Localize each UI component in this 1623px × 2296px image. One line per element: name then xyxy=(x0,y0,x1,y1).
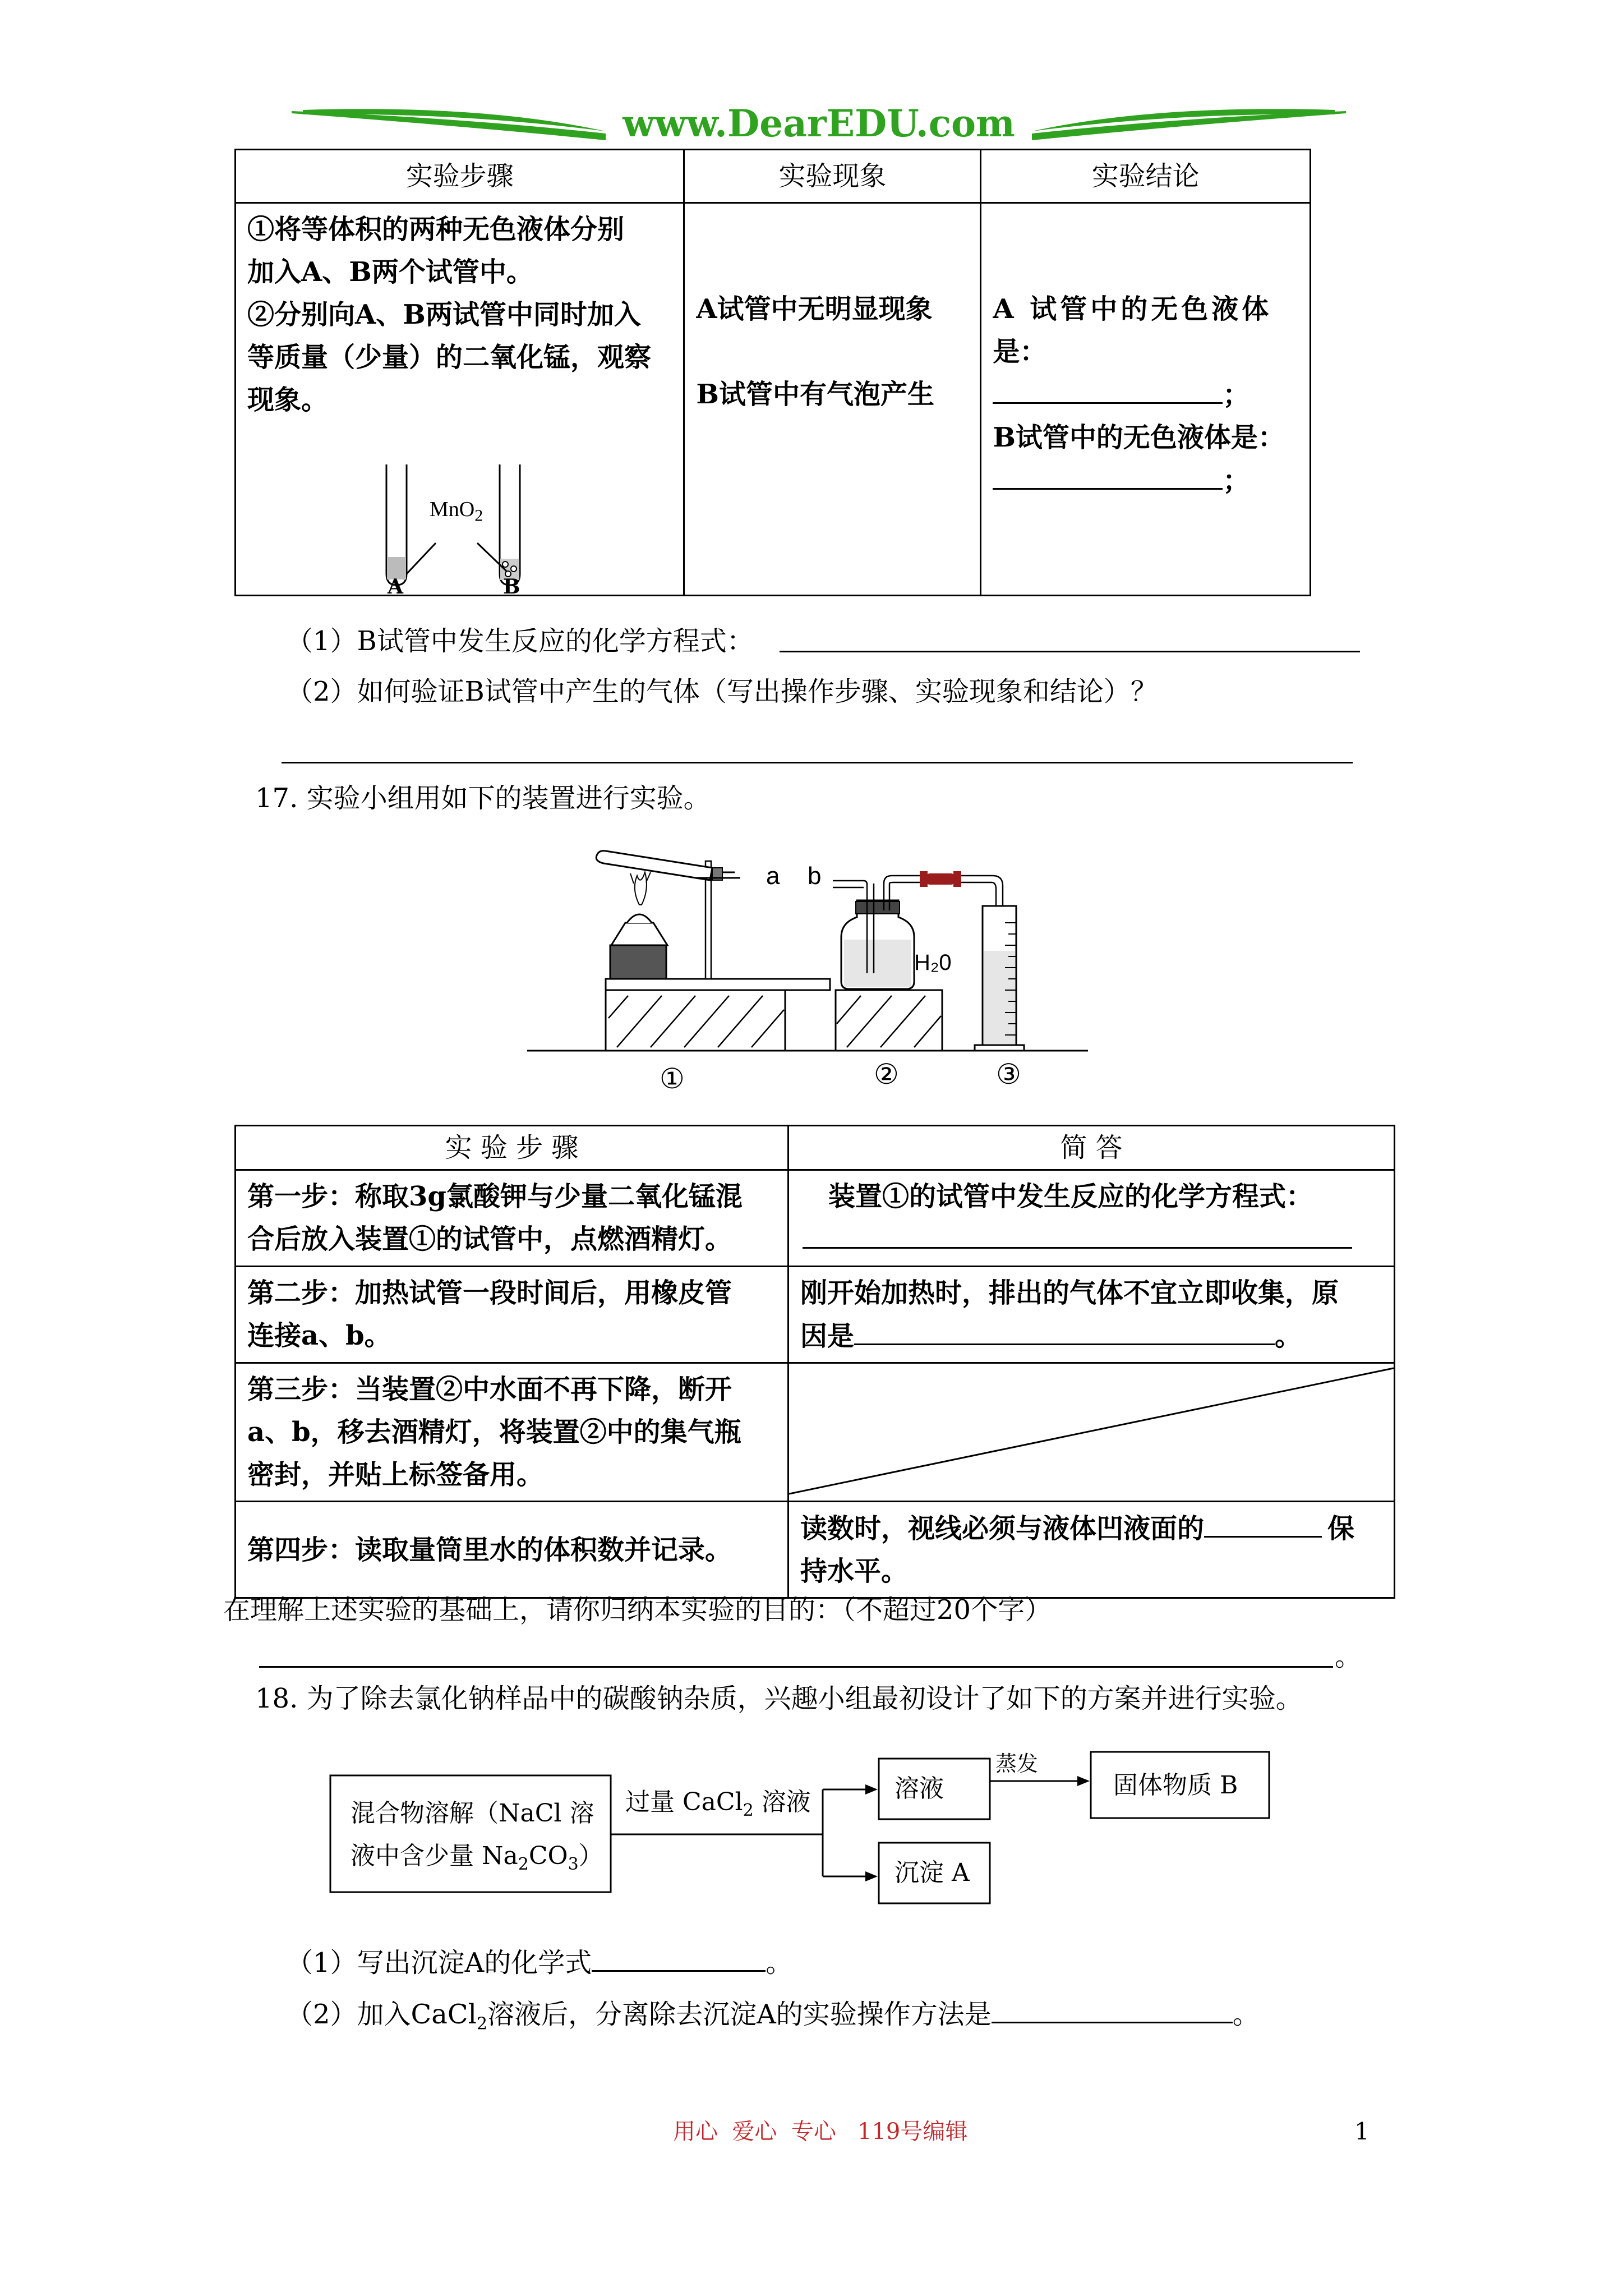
mixture-line-2: 液中含少量 $Na_2CO_3$） xyxy=(351,1842,603,1874)
footer-center: 用心 爱心 专心 119号编辑 xyxy=(673,2119,968,2145)
table1-conclusion-cell xyxy=(981,203,1311,596)
apparatus-number-2: ② xyxy=(874,1058,899,1091)
tube-label-a-apparatus: a xyxy=(766,862,780,890)
tube-label-b: B xyxy=(503,575,520,599)
step4-line-1: 第四步：读取量筒里水的体积数并记录。 xyxy=(247,1534,732,1566)
apparatus-figure xyxy=(527,839,1099,1108)
table2-step-1 xyxy=(236,1170,789,1267)
table2-header-answer: 简 答 xyxy=(789,1126,1395,1170)
tube-label-a: A xyxy=(388,575,403,599)
q18-answer-1-blank[interactable] xyxy=(592,1941,766,1972)
water-label: H₂0 xyxy=(914,950,952,975)
flow-box-mixture xyxy=(351,1792,603,1886)
conclusion-b-line: B试管中的无色液体是： xyxy=(993,422,1285,453)
flow-box-solution: 溶液 xyxy=(895,1774,944,1803)
flow-diagram xyxy=(328,1747,1281,1904)
step3-line-3: 密封，并贴上标签备用。 xyxy=(247,1459,544,1490)
flow-box-solid: 固体物质 B xyxy=(1113,1771,1238,1800)
q17-intro: 17. 实验小组用如下的装置进行实验。 xyxy=(255,783,711,814)
mixture-line-1: 混合物溶解（NaCl 溶 xyxy=(351,1799,594,1828)
step1-line-2: 合后放入装置①的试管中，点燃酒精灯。 xyxy=(247,1223,732,1255)
apparatus-number-1: ① xyxy=(660,1062,685,1095)
table2-answer-2 xyxy=(789,1267,1395,1363)
flow-evaporate-label: 蒸发 xyxy=(995,1751,1039,1776)
q17-summary: 在理解上述实验的基础上，请你归纳本实验的目的：（不超过20个字） xyxy=(223,1594,1052,1626)
step2-line-1: 第二步：加热试管一段时间后，用橡皮管 xyxy=(247,1277,732,1309)
conclusion-b-blank-row: ； xyxy=(993,459,1298,502)
test-tube-figure xyxy=(365,459,550,599)
table2-step-4 xyxy=(236,1502,789,1598)
conclusion-a-is: 是： xyxy=(993,336,1047,367)
q16-question-2: （2）如何验证B试管中产生的气体（写出操作步骤、实验现象和结论）？ xyxy=(286,676,1158,707)
step-line-3: ②分别向A、B两试管中同时加入 xyxy=(247,299,641,330)
reagent-label: MnO$_2$ xyxy=(430,498,483,525)
conclusion-b-blank[interactable] xyxy=(993,459,1223,490)
q16-answer-line-2[interactable] xyxy=(282,762,1353,763)
conclusion-a-line: A 试管中的无色液体 xyxy=(993,293,1272,325)
step3-line-2: a、b，移去酒精灯，将装置②中的集气瓶 xyxy=(247,1416,741,1448)
answer2-line-2-row: 因是 。 xyxy=(800,1314,1382,1358)
table2-answer-1 xyxy=(789,1170,1395,1267)
step1-line-1: 第一步：称取3g氯酸钾与少量二氧化锰混 xyxy=(247,1181,743,1212)
table2-answer-3-crossed xyxy=(789,1363,1395,1502)
step2-line-2: 连接a、b。 xyxy=(247,1320,391,1351)
q17-summary-line[interactable] xyxy=(259,1666,1333,1668)
table1-header-conclusion: 实验结论 xyxy=(981,150,1311,203)
table2-header-steps: 实 验 步 骤 xyxy=(236,1126,789,1170)
apparatus-number-3: ③ xyxy=(996,1058,1021,1091)
q18-answer-2-blank[interactable] xyxy=(992,1993,1233,2023)
q18-question-1-row: （1）写出沉淀A的化学式 。 xyxy=(286,1941,792,1984)
tube-label-b-apparatus: b xyxy=(808,862,822,890)
step3-line-1: 第三步：当装置②中水面不再下降，断开 xyxy=(247,1374,732,1405)
answer2-line-1: 刚开始加热时，排出的气体不宜立即收集，原 xyxy=(800,1277,1339,1309)
logo-text: www.DearEDU.com xyxy=(623,102,1015,145)
experiment-table-1 xyxy=(234,149,1311,599)
q18-question-2-row: （2）加入CaCl$_2$溶液后，分离除去沉淀A的实验操作方法是 。 xyxy=(286,1993,1260,2046)
flow-reagent-label: 过量 CaCl$_2$ 溶液 xyxy=(625,1788,811,1820)
answer1-line-1: 装置①的试管中发生反应的化学方程式： xyxy=(828,1181,1313,1212)
header-logo xyxy=(292,101,1346,146)
q18-intro: 18. 为了除去氯化钠样品中的碳酸钠杂质，兴趣小组最初设计了如下的方案并进行实验。 xyxy=(255,1683,1303,1714)
answer4-blank[interactable] xyxy=(1204,1507,1322,1538)
step-line-1: ①将等体积的两种无色液体分别 xyxy=(247,214,625,245)
table2-answer-4 xyxy=(789,1502,1395,1598)
answer1-blank[interactable] xyxy=(803,1218,1352,1249)
answer2-blank[interactable] xyxy=(854,1314,1275,1345)
table1-steps-cell xyxy=(236,203,684,599)
experiment-table-2 xyxy=(234,1125,1395,1599)
q17-summary-end: 。 xyxy=(1335,1641,1362,1672)
phenomenon-a: A试管中无明显现象 xyxy=(696,293,933,325)
conclusion-a-blank[interactable] xyxy=(993,373,1223,404)
step-line-4: 等质量（少量）的二氧化锰，观察 xyxy=(247,342,652,373)
diagonal-strike xyxy=(789,1364,1394,1498)
table2-step-3 xyxy=(236,1363,789,1502)
footer-page-number: 1 xyxy=(1354,2118,1370,2145)
table1-phenomena-cell xyxy=(684,203,981,596)
conclusion-a-blank-row: ； xyxy=(993,373,1298,416)
phenomenon-b: B试管中有气泡产生 xyxy=(696,379,934,410)
answer4-line-1-row: 读数时，视线必须与液体凹液面的 保 xyxy=(800,1507,1382,1550)
answer1-blank-row xyxy=(828,1218,1382,1261)
table1-header-steps: 实验步骤 xyxy=(236,150,684,203)
flow-box-precipitate: 沉淀 A xyxy=(895,1858,970,1887)
table2-step-2 xyxy=(236,1267,789,1363)
step-line-2: 加入A、B两个试管中。 xyxy=(247,256,533,288)
table1-header-phenomena: 实验现象 xyxy=(684,150,981,203)
q16-answer-line-1[interactable] xyxy=(780,651,1360,652)
step-line-5: 现象。 xyxy=(247,384,329,416)
q16-question-1: （1）B试管中发生反应的化学方程式： xyxy=(286,625,754,657)
answer4-line-2: 持水平。 xyxy=(800,1556,909,1587)
